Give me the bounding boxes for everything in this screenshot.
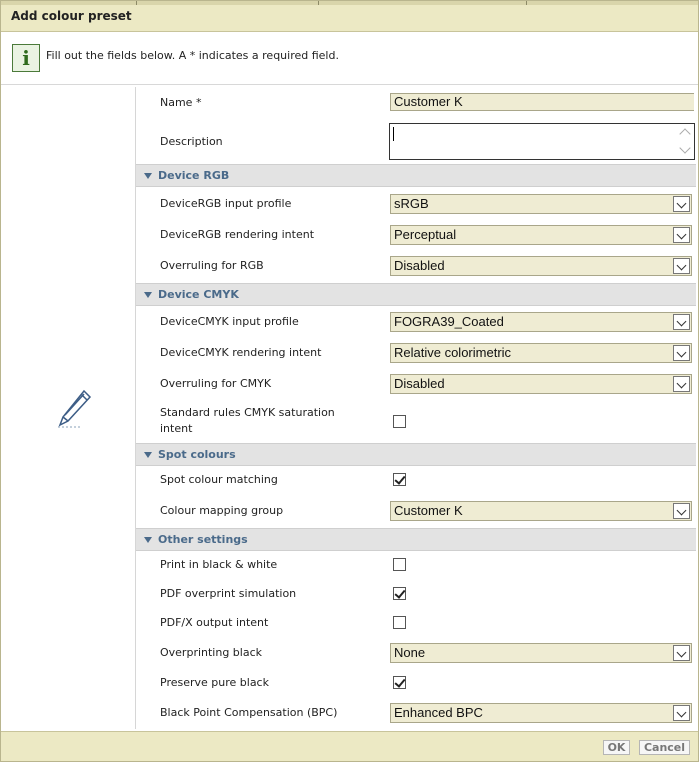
devicecmyk-rendering-intent-select[interactable] (390, 343, 692, 363)
select-value: Disabled (394, 376, 445, 391)
bpc-select[interactable] (390, 703, 692, 723)
info-icon: i (12, 44, 40, 72)
select-value: sRGB (394, 196, 429, 211)
devicergb-input-profile-select[interactable] (390, 194, 692, 214)
left-pane (6, 87, 136, 729)
triangle-down-icon (144, 173, 152, 179)
field-label: Overprinting black (160, 646, 263, 659)
field-label: Overruling for CMYK (160, 377, 272, 390)
form-area (136, 87, 696, 729)
chevron-down-icon[interactable] (673, 345, 690, 361)
section-title: Other settings (158, 533, 248, 546)
info-bar (1, 33, 698, 85)
info-text: Fill out the fields below. A * indicates a required field. (46, 49, 339, 62)
field-label: Colour mapping group (160, 504, 284, 517)
textarea-scrollbar[interactable] (678, 126, 692, 157)
devicecmyk-input-profile-select[interactable] (390, 312, 692, 332)
section-title: Spot colours (158, 448, 236, 461)
triangle-down-icon (144, 537, 152, 543)
pencil-icon (54, 387, 94, 431)
dialog-footer (1, 731, 698, 761)
overruling-rgb-select[interactable] (390, 256, 692, 276)
field-label: DeviceRGB input profile (160, 197, 292, 210)
chevron-down-icon[interactable] (673, 258, 690, 274)
chevron-down-icon[interactable] (673, 314, 690, 330)
section-spot-colours[interactable] (136, 443, 696, 466)
strip-divider (526, 1, 527, 5)
titlebar-top-strip (1, 1, 698, 5)
field-label: PDF overprint simulation (160, 587, 297, 600)
select-value: Disabled (394, 258, 445, 273)
pdfx-output-intent-checkbox[interactable] (393, 616, 406, 629)
select-value: FOGRA39_Coated (394, 314, 504, 329)
field-label-line2: intent (160, 422, 193, 435)
field-label: Black Point Compensation (BPC) (160, 706, 338, 719)
section-device-cmyk[interactable] (136, 283, 696, 306)
devicergb-rendering-intent-select[interactable] (390, 225, 692, 245)
chevron-down-icon[interactable] (673, 503, 690, 519)
ok-button[interactable]: OK (603, 740, 630, 755)
field-label: Preserve pure black (160, 676, 269, 689)
section-title: Device CMYK (158, 288, 239, 301)
select-value: Customer K (394, 503, 463, 518)
description-label: Description (160, 135, 223, 148)
chevron-down-icon[interactable] (673, 196, 690, 212)
section-title: Device RGB (158, 169, 230, 182)
chevron-down-icon[interactable] (673, 645, 690, 661)
dialog-title: Add colour preset (11, 9, 132, 23)
overprinting-black-select[interactable] (390, 643, 692, 663)
select-value: None (394, 645, 426, 660)
field-label: DeviceCMYK input profile (160, 315, 299, 328)
field-label: Overruling for RGB (160, 259, 264, 272)
chevron-down-icon[interactable] (673, 227, 690, 243)
standard-rules-cmyk-checkbox[interactable] (393, 415, 406, 428)
triangle-down-icon (144, 452, 152, 458)
dialog-titlebar (1, 1, 698, 32)
scroll-down-icon[interactable] (679, 142, 690, 153)
section-other-settings[interactable] (136, 528, 696, 551)
scroll-up-icon[interactable] (679, 128, 690, 139)
field-label: Standard rules CMYK saturation (160, 406, 335, 419)
triangle-down-icon (144, 292, 152, 298)
strip-divider (136, 1, 137, 5)
field-label: DeviceRGB rendering intent (160, 228, 315, 241)
chevron-down-icon[interactable] (673, 705, 690, 721)
overruling-cmyk-select[interactable] (390, 374, 692, 394)
field-label: DeviceCMYK rendering intent (160, 346, 322, 359)
preserve-pure-black-checkbox[interactable] (393, 676, 406, 689)
name-field[interactable]: Customer K (390, 93, 694, 111)
description-field[interactable] (389, 123, 695, 160)
field-label: Spot colour matching (160, 473, 278, 486)
strip-divider (318, 1, 319, 5)
select-value: Relative colorimetric (394, 345, 512, 360)
colour-mapping-group-select[interactable] (390, 501, 692, 521)
select-value: Enhanced BPC (394, 705, 483, 720)
print-bw-checkbox[interactable] (393, 558, 406, 571)
chevron-down-icon[interactable] (673, 376, 690, 392)
section-device-rgb[interactable] (136, 164, 696, 187)
name-label: Name * (160, 96, 202, 109)
text-caret (393, 127, 394, 141)
field-label: Print in black & white (160, 558, 278, 571)
field-label: PDF/X output intent (160, 616, 269, 629)
select-value: Perceptual (394, 227, 457, 242)
pdf-overprint-checkbox[interactable] (393, 587, 406, 600)
cancel-button[interactable]: Cancel (639, 740, 690, 755)
spot-colour-matching-checkbox[interactable] (393, 473, 406, 486)
